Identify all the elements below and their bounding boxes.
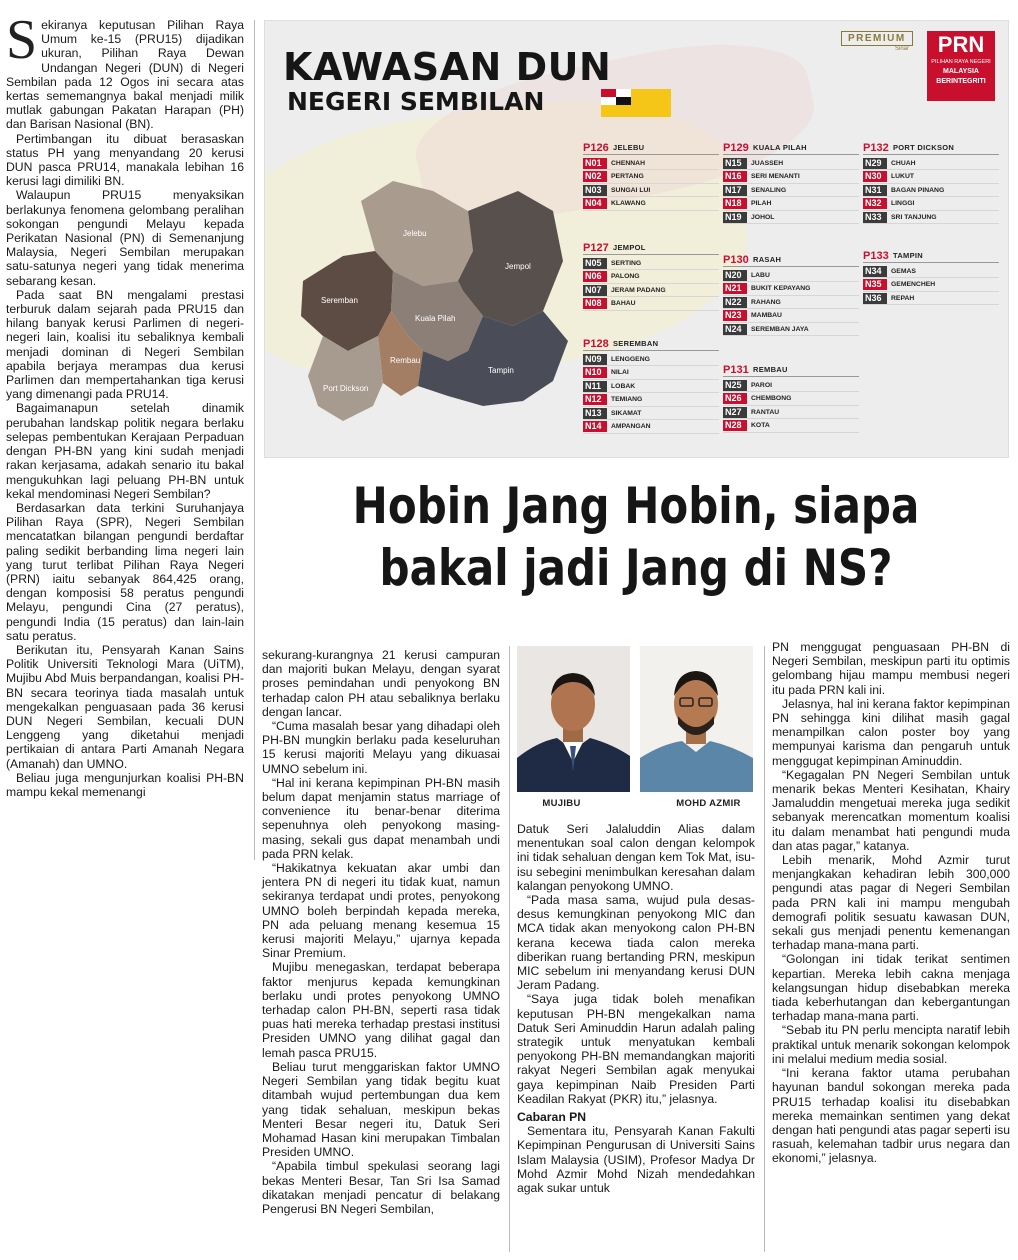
dun-code: N19 [723, 212, 747, 223]
parliament-p131 [723, 363, 859, 433]
prn-badge-title: PRN [937, 32, 985, 57]
dun-name: CHENNAH [611, 159, 645, 167]
col2-para-4: Mujibu menegaskan, terdapat beberapa faktor menjurus kepada kemungkinan berlaku undi protes penyokong UMNO terhadap calon PH-BN, seperti rasa tidak puas hati mereka terhadap prestasi institusi Presiden UMNO yang dilihat gagal dan lemah pasca PRU15. [262, 960, 500, 1060]
col3-para-2: “Saya juga tidak boleh menafikan keputusan PH-BN mengekalkan nama Datuk Seri Aminuddin Harun adalah paling strategik untuk menyatukan kembali penyokong PH-BN memandangkan majoriti rakyat Negeri Sembilan agak menyukai gaya kepimpinan Naib Presiden Parti Keadilan Rakyat (PKR) itu,” jelasnya. [517, 992, 755, 1106]
dun-code: N07 [583, 285, 607, 296]
col4-para-6: “Ini kerana faktor utama perubahan hayunan bandul sokongan mereka pada PRU15 terhadap koalisi itu disebabkan mereka memainkan sentimen yang dekat dengan hati pengundi atas pagar seperti isu rasuah, kelemahan tadbir urus negara dan ekonomi,” jelasnya. [772, 1066, 1010, 1166]
parliament-name: JELEBU [613, 143, 645, 152]
col2-para-6: “Apabila timbul spekulasi seorang lagi bekas Menteri Besar, Tan Sri Isa Samad dikatakan menjadi pencatur di belakang Pengerusi BN Negeri Sembilan, [262, 1159, 500, 1216]
dun-name: LOBAK [611, 382, 636, 390]
dun-seat-row [723, 269, 859, 282]
dun-seat-row [583, 421, 719, 434]
parliament-p128 [583, 337, 719, 434]
dun-code: N09 [583, 354, 607, 365]
dun-name: SERI MENANTI [751, 173, 800, 180]
dun-code: N35 [863, 279, 887, 290]
dun-name: REPAH [891, 294, 915, 302]
dun-name: LENGGENG [611, 355, 650, 363]
parliament-p130 [723, 253, 859, 337]
col4-para-5: “Sebab itu PN perlu mencipta naratif lebih praktikal untuk menarik sokongan kelompok ini melalui medium media sosial. [772, 1023, 1010, 1066]
dun-name: JOHOL [751, 213, 775, 221]
parliament-code: P128 [583, 337, 609, 350]
dun-seat-row [583, 184, 719, 197]
dun-seat-row [863, 157, 999, 170]
dun-code: N16 [723, 171, 747, 182]
dun-name: MAMBAU [751, 312, 782, 319]
col1-para-1: Pertimbangan itu dibuat berasaskan status PH yang menyandang 20 kerusi DUN pasca PRU14, manakala lebihan 16 kerusi lagi dimiliki BN. [6, 131, 244, 189]
headline-line-2: bakal jadi Jang di NS? [379, 539, 893, 597]
dun-name: NILAI [611, 369, 629, 376]
dun-seat-row [583, 271, 719, 284]
col1-para-3: Pada saat BN mengalami prestasi terburuk dalam sejarah pada PRU15 dan hilang banyak kerusi Parlimen di negeri-negeri lain, koalisi itu sebaliknya kembali menjadi dominan di Negeri Sembilan apabila berjaya merampas dua kerusi Parlimen dan mempertahankan tiga kerusi yang dimenangi pada PRU14. [6, 287, 244, 402]
dun-name: CHEMBONG [751, 395, 792, 402]
dun-code: N30 [863, 171, 887, 182]
col1-para-4: Bagaimanapun setelah dinamik perubahan landskap politik negara berlaku selepas pembentukan Kerajaan Perpaduan dengan PH-BN yang kini sudah menjadi rakan kerjasama, adakah senario itu bakal mengukuhkan lagi peluang PH-BN untuk kekal mendominasi Negeri Sembilan? [6, 401, 244, 501]
dun-name: KLAWANG [611, 200, 646, 207]
dun-code: N25 [723, 380, 747, 391]
dun-seat-row [863, 171, 999, 184]
col4-para-3: Lebih menarik, Mohd Azmir turut menjangkakan kehadiran lebih 300,000 pengundi atas pagar di Negeri Sembilan pada PRN kali ini mampu mengubah demografi politik sesuatu kawasan DUN, sekali gus menjadi penentu kemenangan terhadap mana-mana parti. [772, 853, 1010, 953]
col4-para-2: “Kegagalan PN Negeri Sembilan untuk menarik bekas Menteri Kesihatan, Khairy Jamaluddin mengetuai mereka juga sedikit sebanyak merencatkan momentum koalisi itu dalam menambat hati pengundi muda dan atas pagar,” katanya. [772, 767, 1010, 853]
dun-seat-row [583, 284, 719, 297]
dun-name: LUKUT [891, 173, 915, 180]
dun-code: N32 [863, 198, 887, 209]
dun-seat-row [583, 367, 719, 380]
negeri-sembilan-flag-icon [601, 89, 671, 117]
dun-seat-row [723, 310, 859, 323]
dun-seat-row [723, 296, 859, 309]
dun-code: N23 [723, 310, 747, 321]
dun-name: RANTAU [751, 408, 780, 416]
dun-name: BAGAN PINANG [891, 186, 945, 194]
col2-para-0: sekurang-kurangnya 21 kerusi campuran dan majoriti bukan Melayu, dengan syarat proses pemindahan undi penyokong BN terhadap calon PH atau sebaliknya berlaku dengan lancar. [262, 648, 500, 719]
col3-para-1: “Pada masa sama, wujud pula desas-desus kemungkinan penyokong MIC dan MCA tidak akan menyokong calon PH-BN kerana kecewa tiada calon mereka diberikan ruang bertanding PRN, meskipun MIC sebelum ini menyandang kerusi DUN Jeram Padang. [517, 893, 755, 993]
negeri-sembilan-map [283, 151, 583, 451]
dun-name: PAROI [751, 381, 773, 389]
premium-logo: PREMIUM [841, 31, 913, 46]
col2-para-3: “Hakikatnya kekuatan akar umbi dan jentera PN di negeri itu tidak kuat, namun sekiranya terdapat undi protes, penyokong UMNO boleh berpindah kepada mereka, PN ada peluang menang kesemua 15 kerusi majoriti Melayu,” ujarnya kepada Sinar Premium. [262, 861, 500, 961]
caption-mohd-azmir: MOHD AZMIR [676, 798, 741, 809]
dun-seat-row [723, 323, 859, 336]
dun-code: N21 [723, 283, 747, 294]
dun-code: N06 [583, 271, 607, 282]
dun-code: N17 [723, 185, 747, 196]
dun-name: SENALING [751, 186, 787, 194]
parliament-p127 [583, 241, 719, 311]
parliament-name: TAMPIN [893, 251, 923, 260]
dun-code: N33 [863, 212, 887, 223]
dun-seat-row [583, 157, 719, 170]
dun-code: N36 [863, 293, 887, 304]
col1-para-7: Beliau juga mengunjurkan koalisi PH-BN mampu kekal memenangi [6, 770, 244, 799]
map-label-rembau: Rembau [390, 356, 421, 365]
infographic-subtitle: NEGERI SEMBILAN [287, 87, 545, 116]
dun-code: N20 [723, 270, 747, 281]
map-label-jelebu: Jelebu [403, 229, 427, 238]
dun-name: BUKIT KEPAYANG [751, 285, 811, 292]
column-rule [509, 646, 510, 1252]
dun-name: JUASSEH [751, 159, 784, 167]
drop-cap: S [6, 9, 38, 71]
dun-code: N02 [583, 171, 607, 182]
dun-code: N27 [723, 407, 747, 418]
dun-seat-row [863, 292, 999, 305]
parliament-code: P133 [863, 249, 889, 262]
col1-para-2: Walaupun PRU15 menyaksikan berlakunya fenomena gelombang peralihan sokongan pengundi Melayu kepada Perikatan Nasional (PN) di Semenanjung Malaysia, Negeri Sembilan merupakan satu-satunya negeri yang tidak menerima sebarang kesan. [6, 188, 244, 288]
col2-para-5: Beliau turut menggariskan faktor UMNO Negeri Sembilan yang tidak begitu kuat ditambah wujud pertembungan dua kem yang tidak sehaluan, meskipun bekas Menteri Besar negeri itu, Datuk Seri Mohamad Hasan kini merupakan Timbalan Presiden UMNO. [262, 1059, 500, 1160]
col3-para-3: Sementara itu, Pensyarah Kanan Fakulti Kepimpinan Pengurusan di Universiti Sains Islam Malaysia (USIM), Profesor Madya Dr Mohd Azmir Mohd Nizah mendedahkan agak sukar untuk [517, 1124, 755, 1196]
dun-name: JERAM PADANG [611, 286, 666, 294]
dun-code: N26 [723, 393, 747, 404]
map-label-jempol: Jempol [505, 262, 531, 271]
map-label-kuala-pilah: Kuala Pilah [415, 314, 456, 323]
dun-seat-row [583, 394, 719, 407]
dun-seat-row [723, 184, 859, 197]
portrait-mujibu-icon [517, 646, 630, 792]
col1-para-6: Berikutan itu, Pensyarah Kanan Sains Politik Universiti Teknologi Mara (UiTM), Mujibu Abd Muis berpandangan, koalisi PH-BN secara teorinya tiada masalah untuk mengekalkan penguasaan pada 36 kerusi DUN Negeri Sembilan, kecuali DUN Lenggeng yang diketahui menjadi pertikaian di antara Parti Amanah Negara (Amanah) dan UMNO. [6, 642, 244, 771]
dun-seat-row [723, 406, 859, 419]
parliament-p126 [583, 141, 719, 211]
dun-seat-row [723, 157, 859, 170]
dun-name: PILAH [751, 200, 772, 207]
photo-mujibu [517, 646, 630, 792]
dun-code: N22 [723, 297, 747, 308]
dun-seat-row [863, 265, 999, 278]
dun-seat-row [723, 211, 859, 224]
dun-code: N13 [583, 408, 607, 419]
column-rule [254, 20, 255, 860]
dun-code: N01 [583, 158, 607, 169]
parliament-name: KUALA PILAH [753, 143, 807, 152]
subhead-cabaran-pn: Cabaran PN [517, 1110, 587, 1125]
dun-seat-row [583, 198, 719, 211]
parliament-name: REMBAU [753, 365, 788, 374]
dun-name: SUNGAI LUI [611, 186, 651, 194]
dun-seat-row [863, 279, 999, 292]
dun-name: PERTANG [611, 173, 644, 180]
dun-seat-row [583, 257, 719, 270]
col4-para-0: PN menggugat penguasaan PH-BN di Negeri Sembilan, meskipun parti itu optimis gelombang hijau mampu membusi negeri itu pada PRN kali ini. [772, 640, 1010, 697]
article-column-3 [517, 822, 755, 1195]
dun-code: N28 [723, 420, 747, 431]
dun-code: N08 [583, 298, 607, 309]
dun-name: GEMAS [891, 267, 916, 275]
photo-mohd-azmir [640, 646, 753, 792]
col4-para-1: Jelasnya, hal ini kerana faktor kepimpinan PN sehingga kini dilihat masih gagal menampilkan calon poster boy yang mempunyai karisma dan pengaruh untuk menggugat kepimpinan Aminuddin. [772, 696, 1010, 768]
parliament-code: P127 [583, 241, 609, 254]
dun-seat-row [723, 393, 859, 406]
premium-sub-logo: Sinar [895, 46, 910, 52]
map-label-tampin: Tampin [488, 366, 514, 375]
dun-seat-row [583, 407, 719, 420]
dun-code: N14 [583, 421, 607, 432]
parliament-code: P126 [583, 141, 609, 154]
dun-name: CHUAH [891, 159, 916, 167]
dun-name: SIKAMAT [611, 409, 642, 417]
dun-name: RAHANG [751, 298, 781, 306]
dun-code: N29 [863, 158, 887, 169]
col1-para-0: Sekiranya keputusan Pilihan Raya Umum ke-15 (PRU15) dijadikan ukuran, Pilihan Raya Dewan Undangan Negeri (DUN) di Negeri Sembilan pada 12 Ogos ini secara atas kertas sememangnya bakal menjadi milik mutlak gabungan Pakatan Harapan (PH) dan Barisan Nasional (BN). [6, 9, 244, 132]
dun-code: N10 [583, 367, 607, 378]
parliament-code: P129 [723, 141, 749, 154]
col4-para-4: “Golongan ini tidak terikat sentimen kepartian. Mereka lebih cakna menjaga kelangsungan hidup disebabkan mereka tiada keberhutangan dan kebergantungan terhadap mana-mana parti. [772, 952, 1010, 1024]
parliament-name: SEREMBAN [613, 339, 659, 348]
dun-name: LINGGI [891, 200, 915, 207]
dun-code: N34 [863, 266, 887, 277]
dun-name: BAHAU [611, 300, 636, 307]
dun-infographic [264, 20, 1009, 458]
dun-seat-row [863, 211, 999, 224]
headline [322, 475, 950, 599]
dun-name: KOTA [751, 422, 770, 429]
parliament-code: P131 [723, 363, 749, 376]
portrait-mohd-azmir-icon [640, 646, 753, 792]
dun-code: N15 [723, 158, 747, 169]
map-label-seremban: Seremban [321, 296, 358, 305]
dun-name: PALONG [611, 273, 640, 280]
dun-seat-row [583, 171, 719, 184]
column-rule [764, 646, 765, 1252]
parliament-code: P130 [723, 253, 749, 266]
dun-code: N04 [583, 198, 607, 209]
article-column-4 [772, 640, 1010, 1166]
dun-name: LABU [751, 271, 770, 279]
caption-mujibu: MUJIBU [542, 798, 581, 809]
prn-badge-line2: BERINTEGRITI [936, 78, 986, 85]
col2-para-1: “Cuma masalah besar yang dihadapi oleh PH-BN mungkin berlaku pada keseluruhan 15 kerusi majoriti Melayu yang dikuasai UMNO sebelum ini. [262, 719, 500, 776]
dun-code: N31 [863, 185, 887, 196]
dun-seat-row [723, 420, 859, 433]
article-column-2 [262, 648, 500, 1216]
parliament-code: P132 [863, 141, 889, 154]
headline-line-1: Hobin Jang Hobin, siapa [352, 477, 920, 535]
parliament-p129 [723, 141, 859, 225]
dun-seat-row [863, 184, 999, 197]
dun-seat-row [723, 171, 859, 184]
prn-badge-line1: MALAYSIA [943, 68, 979, 75]
prn-badge [927, 31, 995, 101]
dun-code: N05 [583, 258, 607, 269]
dun-code: N11 [583, 381, 607, 392]
col1-para-5: Berdasarkan data terkini Suruhanjaya Pilihan Raya (SPR), Negeri Sembilan mencatatkan bilangan pengundi berdaftar paling sedikit berbanding lima negeri lain yang turut terlibat Pilihan Raya Negeri (PRN) iaitu sebanyak 864,425 orang, dengan komposisi 58 peratus pengundi Melayu, pengundi Cina (27 peratus), pengundi India (15 peratus) dan lain-lain satu peratus. [6, 500, 244, 643]
dun-name: GEMENCHEH [891, 281, 936, 288]
dun-seat-row [723, 283, 859, 296]
dun-seat-row [863, 198, 999, 211]
dun-code: N18 [723, 198, 747, 209]
parliament-name: PORT DICKSON [893, 143, 955, 152]
parliament-name: JEMPOL [613, 243, 646, 252]
dun-seat-row [583, 353, 719, 366]
dun-name: SRI TANJUNG [891, 213, 937, 221]
dun-code: N12 [583, 394, 607, 405]
col2-para-2: “Hal ini kerana kepimpinan PH-BN masih belum dapat menjamin status marriage of convenience itu benar-benar diterima sepenuhnya oleh penyokong masing-masing, sekali gus dapat menambah undi pada PRN kelak. [262, 775, 500, 861]
map-label-port-dickson: Port Dickson [323, 384, 369, 393]
dun-code: N24 [723, 324, 747, 335]
prn-badge-sub: PILIHAN RAYA NEGERI [931, 59, 991, 65]
dun-seat-row [723, 198, 859, 211]
dun-seat-row [583, 298, 719, 311]
dun-name: SERTING [611, 259, 642, 267]
dun-name: SEREMBAN JAYA [751, 325, 809, 333]
parliament-name: RASAH [753, 255, 782, 264]
dun-seat-row [723, 379, 859, 392]
parliament-p133 [863, 249, 999, 306]
infographic-title: KAWASAN DUN [283, 45, 612, 89]
article-column-1 [6, 9, 244, 799]
dun-code: N03 [583, 185, 607, 196]
col3-para-0: Datuk Seri Jalaluddin Alias dalam menentukan soal calon dengan kelompok ini tidak sehaluan dengan kem Tok Mat, isu-isu sebegini menimbulkan keresahan dalam kalangan penyokong UMNO. [517, 822, 755, 893]
dun-name: AMPANGAN [611, 423, 651, 430]
parliament-p132 [863, 141, 999, 225]
dun-seat-row [583, 380, 719, 393]
dun-name: TEMIANG [611, 396, 643, 403]
